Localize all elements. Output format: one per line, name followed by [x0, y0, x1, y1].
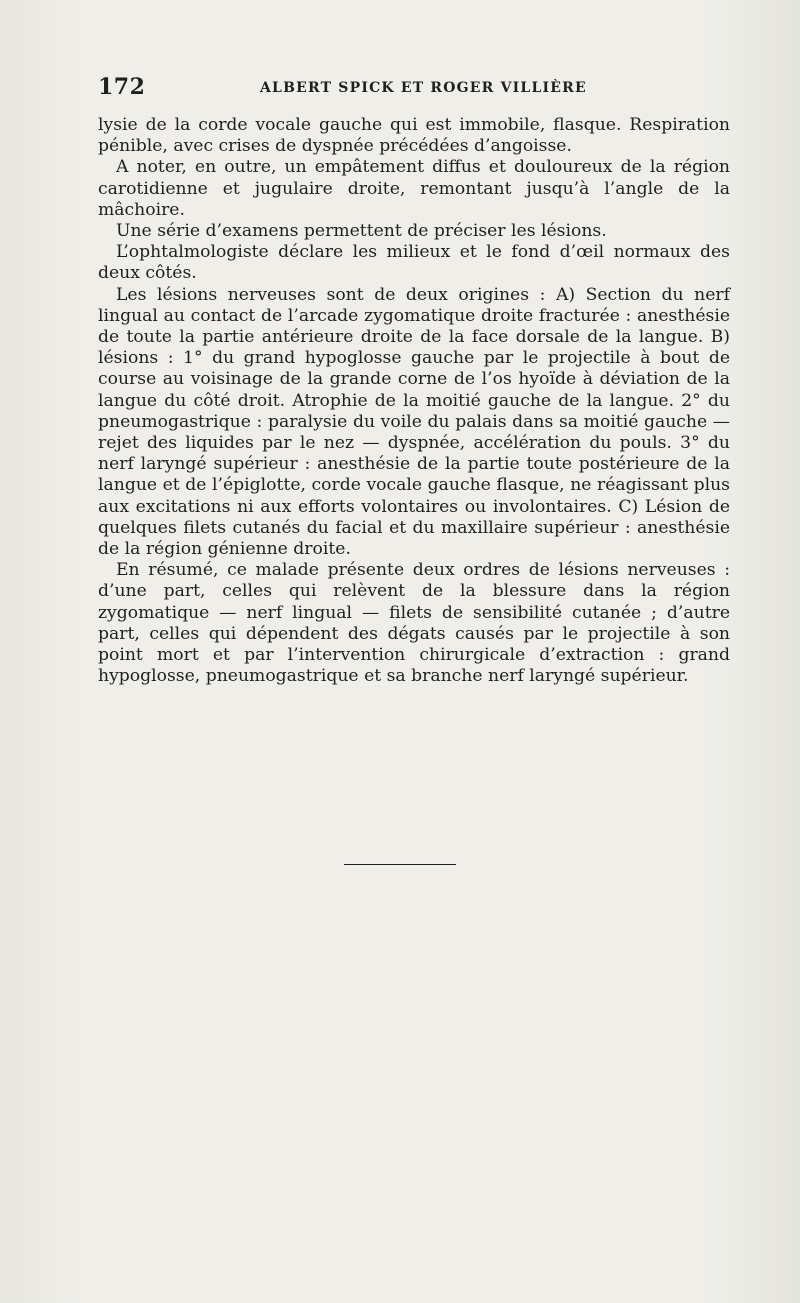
- paragraph-resume: En résumé, ce malade présente deux ordres de lésions nerveuses : d’une part, celles qui relèvent de la blessure dans la région zygomatique — nerf lingual — filets de sensibilité cutanée ; d’autre part, celles qui dépendent des dégats causés par le projectile à son point mort et par l’intervention chirurgicale d’extraction : grand hypoglosse, pneumogastrique et sa branche nerf laryngé supérieur.: [98, 560, 730, 687]
- paragraph-empatement: A noter, en outre, un empâtement diffus et douloureux de la région carotidienne et jugulaire droite, remontant jusqu’à l’angle de la mâchoire.: [98, 157, 730, 220]
- page-number: 172: [98, 74, 146, 100]
- end-rule: [344, 864, 456, 865]
- page-header: [98, 74, 738, 104]
- body-text: [98, 115, 730, 687]
- paragraph-ophtalmologiste: L’ophtalmologiste déclare les milieux et le fond d’œil normaux des deux côtés.: [98, 242, 730, 284]
- paragraph-continuation: lysie de la corde vocale gauche qui est immobile, flasque. Respiration pénible, avec crises de dyspnée précédées d’angoisse.: [98, 115, 730, 157]
- paragraph-examens: Une série d’examens permettent de préciser les lésions.: [116, 221, 607, 242]
- running-head: ALBERT SPICK ET ROGER VILLIÈRE: [260, 80, 587, 96]
- paragraph-lesions-nerveuses: Les lésions nerveuses sont de deux origines : A) Section du nerf lingual au contact de l’arcade zygomatique droite fracturée : anesthésie de toute la partie antérieure droite de la face dorsale de la langue. B) lésions : 1° du grand hypoglosse gauche par le projectile à bout de course au voisinage de la grande corne de l’os hyoïde à déviation de la langue du côté droit. Atrophie de la moitié gauche de la langue. 2° du pneumogastrique : paralysie du voile du palais dans sa moitié gauche — rejet des liquides par le nez — dyspnée, accélération du pouls. 3° du nerf laryngé supérieur : anesthésie de la partie toute postérieure de la langue et de l’épiglotte, corde vocale gauche flasque, ne réagissant plus aux excitations ni aux efforts volontaires ou involontaires. C) Lésion de quelques filets cutanés du facial et du maxillaire supérieur : anesthésie de la région génienne droite.: [98, 284, 730, 560]
